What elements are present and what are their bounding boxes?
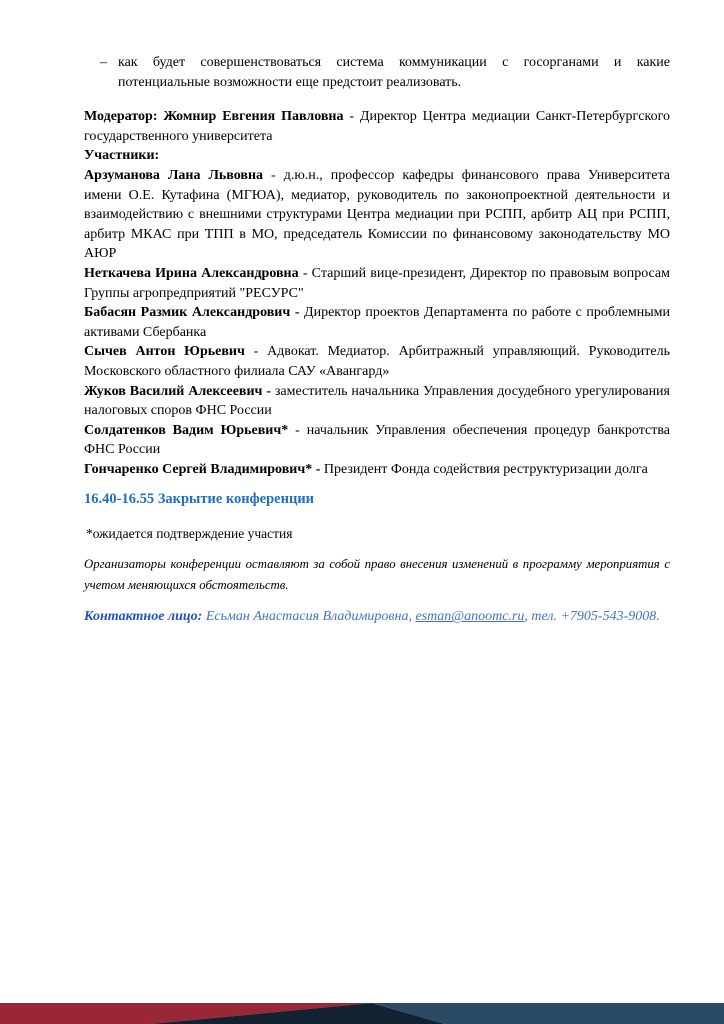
participant-row: [84, 264, 670, 303]
bullet-dash-marker: –: [100, 55, 107, 70]
moderator-paragraph: [84, 107, 670, 146]
email-link[interactable]: esman@anoomc.ru: [415, 609, 525, 625]
participant-desc: - Адвокат. Медиатор. Арбитражный управляющий. Руководитель Московского областного филиала САУ «Авангард»: [84, 344, 670, 379]
document-content: [84, 53, 670, 627]
moderator-role: - Директор Центра медиации Санкт-Петербургского государственного университета: [84, 109, 670, 144]
footer-decoration: [0, 1003, 724, 1024]
participant-name: Арзуманова Лана Львовна: [84, 167, 264, 183]
participant-desc: заместитель начальника Управления досудебного урегулирования налоговых споров ФНС России: [84, 383, 670, 419]
participant-desc: Директор проектов Департамента по работе с проблемными активами Сбербанка: [84, 305, 671, 340]
contact-label: Контактное лицо:: [84, 609, 203, 625]
participant-desc: Президент Фонда содействия реструктуризации долга: [320, 461, 648, 477]
participant-name: Бабасян Размик Александрович -: [84, 305, 300, 321]
participants-heading: Участники:: [84, 148, 160, 164]
participant-row: [84, 166, 670, 264]
closing-time-heading: 16.40-16.55 Закрытие конференции: [84, 491, 315, 508]
contact-name: Есьман Анастасия Владимировна,: [202, 609, 416, 625]
moderator-name: Модератор: Жомнир Евгения Павловна: [84, 109, 344, 125]
disclaimer-text: Организаторы конференции оставляют за собой право внесения изменений в программу мероприятия с учетом меняющихся обстоятельств.: [84, 557, 670, 593]
participant-row: [84, 303, 670, 342]
participant-desc: - Старший вице-президент, Директор по правовым вопросам Группы агропредприятий "РЕСУРС": [84, 265, 670, 301]
participant-row: [84, 342, 670, 381]
participant-name: Гончаренко Сергей Владимирович* -: [84, 461, 321, 477]
participant-name: Сычев Антон Юрьевич: [84, 344, 245, 360]
participant-desc: - д.ю.н., профессор кафедры финансового права Университета имени О.Е. Кутафина (МГЮА), медиатор, руководитель по законопроектной деятельности и взаимодействию с внешними структурами Центра медиации при РСПП, арбитр АЦ при РСПП, арбитр МКАС при ТПП в МО, председатель Комиссии по финансовому законодательству МО АЮР: [84, 167, 670, 262]
footnote-text: *ожидается подтверждение участия: [86, 526, 293, 542]
participant-name: Неткачева Ирина Александровна: [84, 265, 299, 281]
participant-row: [84, 460, 670, 480]
participant-row: [84, 421, 670, 460]
participant-desc: - начальник Управления обеспечения процедур банкротства ФНС России: [84, 422, 671, 458]
participant-row: [84, 382, 670, 421]
bullet-text: как будет совершенствоваться система коммуникации с госорганами и какие потенциальные возможности еще предстоит реализовать.: [118, 55, 670, 90]
participant-name: Солдатенков Вадим Юрьевич*: [84, 422, 289, 438]
participant-name: Жуков Василий Алексеевич -: [84, 383, 271, 399]
bullet-item: [84, 53, 670, 92]
contact-paragraph: [84, 607, 670, 627]
contact-phone: , тел. +7905-543-9008.: [524, 609, 660, 625]
